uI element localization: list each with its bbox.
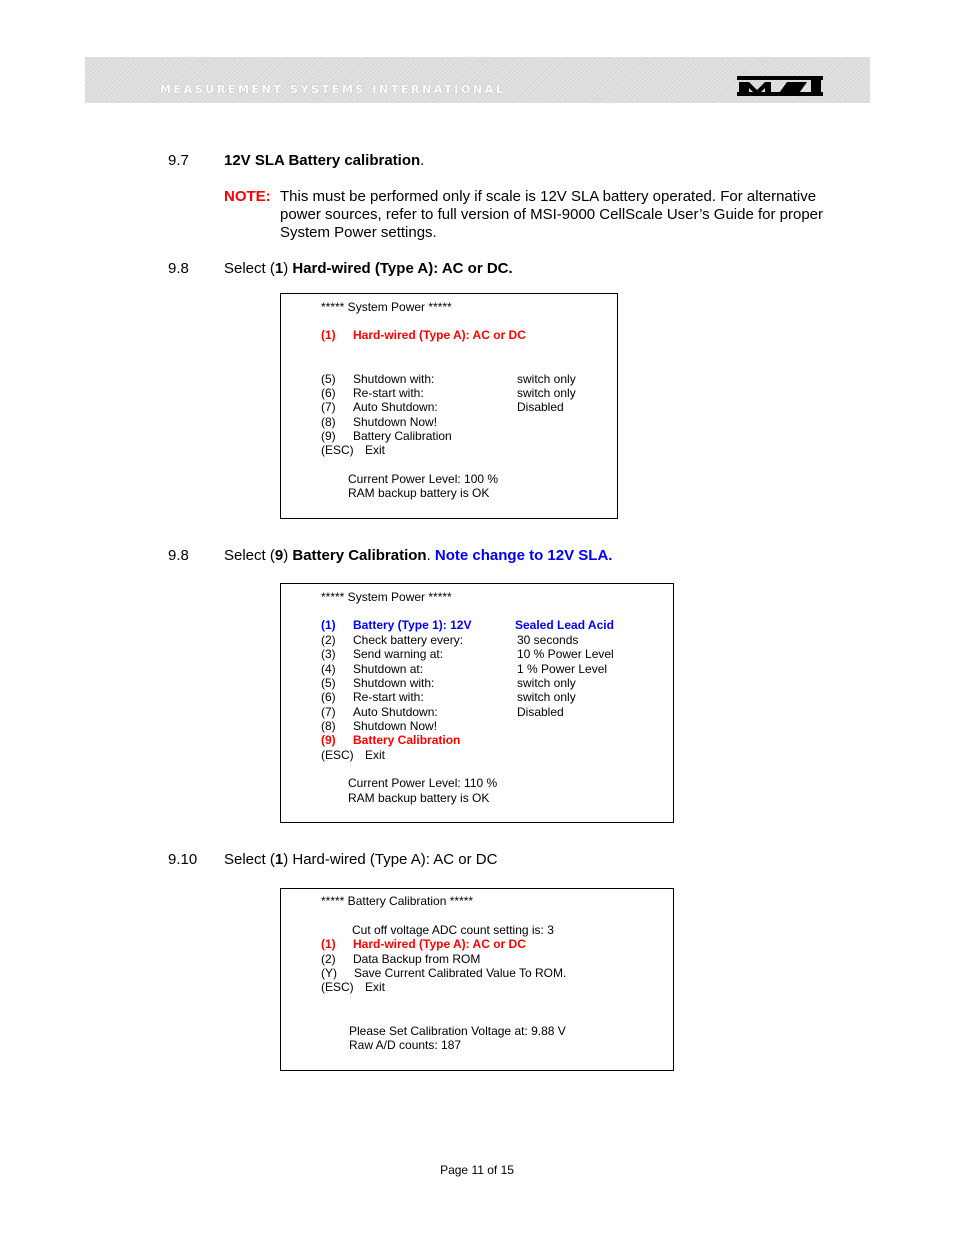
menu-item-battery-type: Battery (Type 1): 12V: [353, 618, 472, 632]
menu-value: 30 seconds: [517, 633, 579, 647]
menu-item-exit: Exit: [365, 443, 386, 457]
menu-item-battery-calibration: Battery Calibration: [353, 733, 461, 747]
menu-item-shutdown-now: Shutdown Now!: [353, 719, 438, 733]
section-number: 9.8: [168, 260, 189, 277]
header-banner: [85, 57, 870, 103]
ram-status: RAM backup battery is OK: [348, 486, 490, 500]
menu-item-send-warning: Send warning at:: [353, 647, 444, 661]
ram-status: RAM backup battery is OK: [348, 791, 490, 805]
menu-key: (3): [321, 647, 336, 661]
menu-key: (5): [321, 676, 336, 690]
msi-logo-icon: [737, 74, 823, 98]
raw-ad-counts: Raw A/D counts: 187: [349, 1038, 462, 1052]
menu-key: (2): [321, 633, 336, 647]
menu-item-data-backup: Data Backup from ROM: [353, 952, 481, 966]
menu-item-shutdown-now: Shutdown Now!: [353, 415, 438, 429]
note-text: This must be performed only if scale is 12V SLA battery operated. For alternative power sources, refer to full version of MSI-9000 CellScale User’s Guide for proper System Power settings.: [280, 188, 824, 241]
section-text: [224, 260, 513, 278]
menu-item-shutdown-at: Shutdown at:: [353, 662, 424, 676]
section-text: [224, 851, 497, 869]
menu-key: (5): [321, 372, 336, 386]
menu-key: (8): [321, 415, 336, 429]
section-number: 9.7: [168, 152, 189, 169]
menu-key: (4): [321, 662, 336, 676]
note-label: NOTE:: [224, 188, 271, 205]
menu-key: (6): [321, 386, 336, 400]
select-rest: ) Hard-wired (Type A): AC or DC: [283, 851, 498, 868]
menu-value: 10 % Power Level: [517, 647, 614, 661]
menu-item-shutdown-with: Shutdown with:: [353, 372, 435, 386]
menu-key: (1): [321, 328, 336, 342]
screen-title: ***** Battery Calibration *****: [321, 894, 474, 908]
menu-value: switch only: [517, 372, 576, 386]
menu-key: (1): [321, 937, 336, 951]
menu-key: (9): [321, 429, 336, 443]
select-after: .: [426, 547, 435, 564]
menu-item-check-battery: Check battery every:: [353, 633, 464, 647]
menu-value: switch only: [517, 386, 576, 400]
select-mid: ): [283, 547, 293, 564]
page-number: Page 11 of 15: [440, 1163, 514, 1177]
select-mid: ): [283, 260, 293, 277]
menu-key: (2): [321, 952, 336, 966]
menu-value-battery-type: Sealed Lead Acid: [515, 618, 614, 632]
menu-item-auto-shutdown: Auto Shutdown:: [353, 705, 438, 719]
company-name: MEASUREMENT SYSTEMS INTERNATIONAL: [160, 83, 506, 96]
select-option: Hard-wired (Type A): AC or DC.: [292, 260, 513, 277]
menu-key: (6): [321, 690, 336, 704]
menu-value: switch only: [517, 690, 576, 704]
section-number: 9.8: [168, 547, 189, 564]
menu-item-exit: Exit: [365, 748, 386, 762]
system-power-screen-2: [280, 583, 674, 823]
section-title: 12V SLA Battery calibration: [224, 152, 421, 169]
cutoff-setting: Cut off voltage ADC count setting is: 3: [352, 923, 554, 937]
menu-key: (ESC): [321, 980, 354, 994]
menu-item-save-calibration: Save Current Calibrated Value To ROM.: [354, 966, 567, 980]
battery-calibration-screen: [280, 888, 674, 1071]
menu-item-auto-shutdown: Auto Shutdown:: [353, 400, 438, 414]
menu-key: (ESC): [321, 748, 354, 762]
menu-key: (ESC): [321, 443, 354, 457]
menu-key: (7): [321, 400, 336, 414]
menu-key: (Y): [321, 966, 337, 980]
menu-value: switch only: [517, 676, 576, 690]
menu-item-battery-calibration: Battery Calibration: [353, 429, 452, 443]
section-text: [224, 547, 612, 565]
screen-title: ***** System Power *****: [321, 300, 452, 314]
menu-item-hardwired: Hard-wired (Type A): AC or DC: [353, 328, 526, 342]
section-title-suffix: .: [420, 152, 425, 169]
menu-key: (7): [321, 705, 336, 719]
menu-value: Disabled: [517, 400, 564, 414]
menu-item-shutdown-with: Shutdown with:: [353, 676, 435, 690]
menu-item-hardwired: Hard-wired (Type A): AC or DC: [353, 937, 526, 951]
select-key: 1: [274, 851, 284, 868]
menu-key: (1): [321, 618, 336, 632]
menu-item-restart-with: Re-start with:: [353, 690, 424, 704]
menu-item-exit: Exit: [365, 980, 386, 994]
power-level: Current Power Level: 110 %: [348, 776, 498, 790]
change-note: Note change to 12V SLA.: [434, 547, 613, 564]
menu-value: 1 % Power Level: [517, 662, 608, 676]
select-option: Battery Calibration: [292, 547, 427, 564]
menu-key: (8): [321, 719, 336, 733]
power-level: Current Power Level: 100 %: [348, 472, 499, 486]
select-key: 1: [274, 260, 284, 277]
select-prefix: Select (: [224, 260, 275, 277]
select-prefix: Select (: [224, 851, 275, 868]
section-text: [224, 152, 424, 170]
screen-title: ***** System Power *****: [321, 590, 452, 604]
select-key: 9: [274, 547, 284, 564]
menu-key: (9): [321, 733, 336, 747]
system-power-screen-1: [280, 293, 618, 519]
menu-value: Disabled: [517, 705, 564, 719]
calibration-voltage: Please Set Calibration Voltage at: 9.88 V: [349, 1024, 566, 1038]
section-number: 9.10: [168, 851, 198, 868]
menu-item-restart-with: Re-start with:: [353, 386, 424, 400]
select-prefix: Select (: [224, 547, 275, 564]
